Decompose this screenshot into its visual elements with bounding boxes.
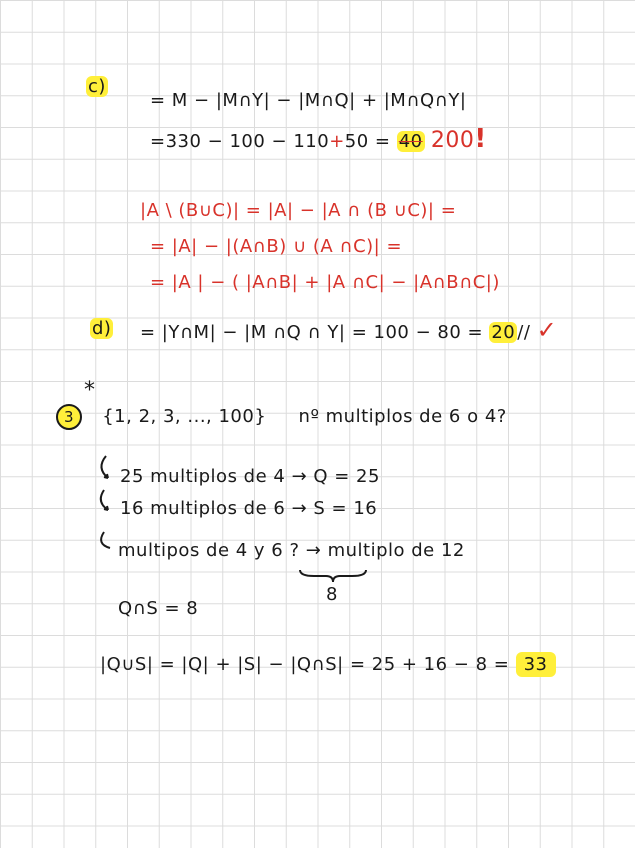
part-c-line2-prefix: =330 − 100 − 110 [150,131,330,152]
part-c-line2-plus: + [329,131,345,152]
part-d-label: d) [92,318,112,339]
part-c-exclamation: ! [474,124,487,154]
brace-value: 8 [326,584,338,605]
part-c-line1: = M − |M∩Y| − |M∩Q| + |M∩Q∩Y| [150,90,467,111]
multiples-of-4-line: 25 multiplos de 4 → Q = 25 [120,466,380,487]
check-icon: ✓ [536,316,558,344]
red-derivation-line2: = |A| − |(A∩B) ∪ (A ∩C)| = [150,236,403,257]
multiples-of-4-and-6-line: multipos de 4 y 6 ? → multiplo de 12 [118,540,465,561]
part-c-struck-value: 40 [398,131,423,152]
part-d-answer: 20 [491,322,516,343]
red-derivation-line3: = |A | − ( |A∩B| + |A ∩C| − |A∩B∩C|) [150,272,500,293]
final-answer: 33 [516,652,556,677]
underbrace-icon [298,566,368,586]
problem3-set: {1, 2, 3, ..., 100} [102,406,267,427]
part-c-line2-mid: 50 = [344,131,397,152]
intersection-line: Q∩S = 8 [118,598,199,619]
final-equation-line [100,654,556,675]
part-c-line2 [150,124,487,154]
star-icon: * [84,378,95,403]
part-d-line [140,316,557,344]
problem3-question: nº multiplos de 6 o 4? [298,406,507,427]
part-d-equation: = |Y∩M| − |M ∩Q ∩ Y| = 100 − 80 = [140,322,490,343]
red-derivation-line1: |A \ (B∪C)| = |A| − |A ∩ (B ∪C)| = [140,200,457,221]
part-c-answer: 200 [430,128,475,153]
problem-number-badge: 3 [56,404,82,430]
problem3-header [56,404,507,430]
final-equation: |Q∪S| = |Q| + |S| − |Q∩S| = 25 + 16 − 8 = [100,654,516,675]
part-c-label: c) [88,76,106,97]
multiples-of-6-line: 16 multiplos de 6 → S = 16 [120,498,378,519]
part-d-answer-mark: // [517,322,531,343]
